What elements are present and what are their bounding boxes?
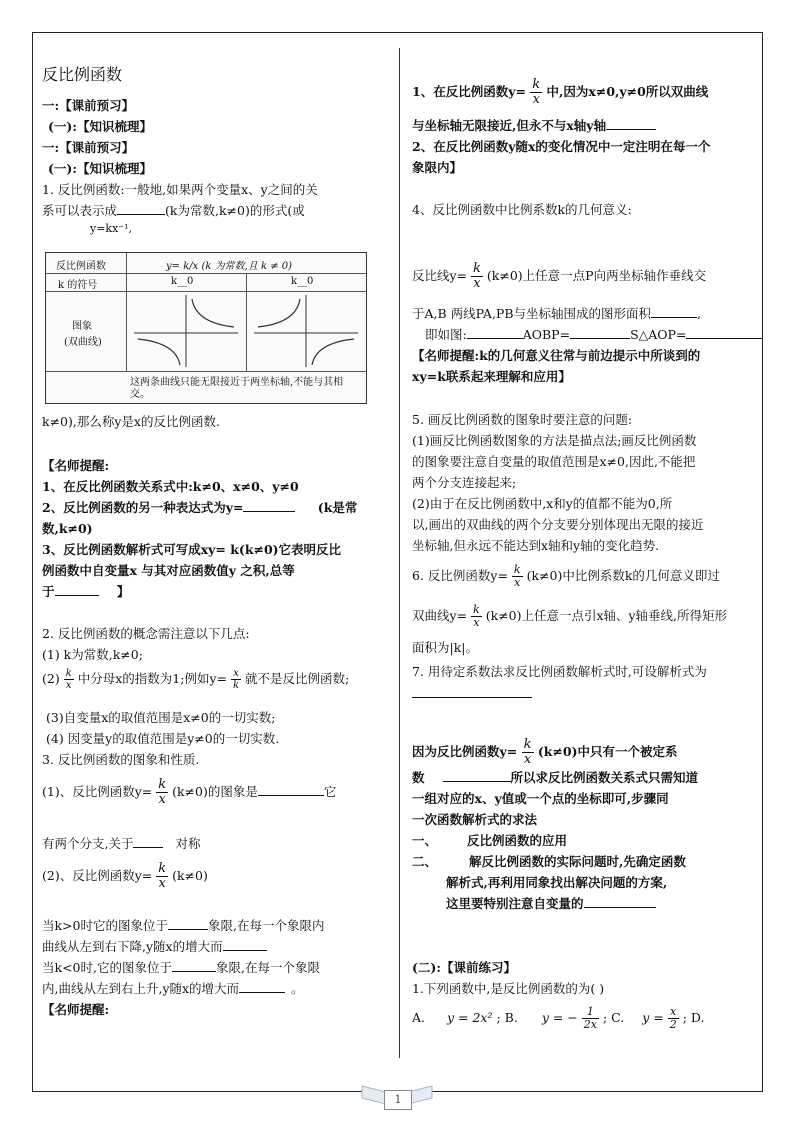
graph-heading: 3. 反比例函数的图象和性质. [42,752,200,767]
heading-preview-2: 一:【课前预习】 [42,140,135,155]
r-line-2: 与坐标轴无限接近,但永不与x轴y轴 [412,116,656,134]
concept-1: (1) k为常数,k≠0; [42,647,143,662]
k-meaning-2: 于A,B 两线PA,PB与坐标轴围成的图形面积 , [412,306,702,321]
undetermined-3: 数 所以求反比例函数关系式只需知道 [412,770,699,785]
draw-2b: 以,画出的双曲线的两个分支要分别体现出无限的接近 [412,517,704,532]
application-3: 解析式,再利用同象找出解决问题的方案, [446,875,668,890]
property-table: 反比例函数 y= k/x (k 为常数,且 k ≠ 0) k 的符号 k__0 k__0 图象 (双曲线) 这两条曲线只能无限接近于两坐标轴,不能与其相交。 [45,252,367,404]
k-geom-2: 双曲线y= $\frac{k}{x}$ (k≠0)上任意一点引x轴、y轴垂线,所得矩形 [412,603,728,629]
tip-3c: 于 】 [42,584,130,599]
tip-3: 3、反比例函数解析式可写成xy= k(k≠0)它表明反比 [42,542,342,557]
graph-q3: 当k>0时它的图象位于 象限,在每一个象限内 [42,918,325,933]
draw-heading: 5. 画反比例函数的图象时要注意的问题: [412,412,633,427]
application-4: 这里要特别注意自变量的 [446,894,656,912]
tip-title: 【名师提醒: [42,458,110,473]
undetermined-2: 因为反比例函数y= $\frac{k}{x}$ (k≠0)中只有一个被定系 [412,737,678,767]
draw-2a: (2)由于在反比例函数中,x和y的值都不能为0,所 [412,496,673,511]
graph-k-negative [250,293,362,369]
undetermined-4: 一组对应的x、y值或一个点的坐标即可,步骤同 [412,791,669,806]
def-line-1: 1. 反比例函数:一般地,如果两个变量x、y之间的关 [42,182,318,197]
heading-knowledge-2: (一):【知识梳理】 [48,161,152,176]
page-number: 1 [384,1090,412,1110]
doc-title: 反比例函数 [42,65,123,84]
column-divider [399,48,400,1058]
graph-q4: 当k<0时,它的图象位于 象限,在每一个象限 [42,960,320,975]
concept-2: (2) $\frac{k}{x}$ 中分母x的指数为1;例如y= $\frac{x}{k}$ 就不是反比例函数; [42,668,350,691]
heading-preview: 一:【课前预习】 [42,98,135,113]
def-line-3: y=kx⁻¹, [90,222,133,235]
def-conclusion: k≠0),那么称y是x的反比例函数. [42,414,220,429]
tip-1: 1、在反比例函数关系式中:k≠0、x≠0、y≠0 [42,479,299,494]
practice-q1: 1.下列函数中,是反比例函数的为( ) [412,981,605,996]
tip-title-2: 【名师提醒: [42,1002,110,1017]
application-2: 二、 解反比例函数的实际问题时,先确定函数 [412,854,686,869]
graph-q2: (2)、反比例函数y= $\frac{k}{x}$ (k≠0) [42,861,208,891]
undetermined-5: 一次函数解析式的求法 [412,812,538,827]
k-meaning-heading: 4、反比例函数中比例系数k的几何意义: [412,202,632,217]
tip-2b: 数,k≠0) [42,521,93,536]
r-line-4: 象限内】 [412,160,463,175]
concept-heading: 2. 反比例函数的概念需注意以下几点: [42,626,250,641]
graph-k-positive [130,293,242,369]
draw-2c: 坐标轴,但永远不能达到x轴和y轴的变化趋势. [412,538,660,553]
k-geom-3: 面积为|k|。 [412,640,478,655]
graph-q1: (1)、反比例函数y= $\frac{k}{x}$ (k≠0)的图象是 它 [42,777,337,807]
k-meaning-1: 反比线y= $\frac{k}{x}$ (k≠0)上任意一点P向两坐标轴作垂线交 [412,261,707,291]
heading-knowledge: (一):【知识梳理】 [48,119,152,134]
draw-1c: 两个分支连接起来; [412,475,517,490]
application-heading: 一、 反比例函数的应用 [412,833,568,848]
graph-q1b: 有两个分支,关于 对称 [42,836,201,851]
concept-4: (4) 因变量y的取值范围是y≠0的一切实数. [46,731,280,746]
k-tip-1: 【名师提醒:k的几何意义往常与前边提示中所谈到的 [412,348,701,363]
undetermined-blank [412,685,532,701]
graph-q3b: 曲线从左到右下降,y随x的增大而 [42,937,267,955]
def-line-2: 系可以表示成 (k为常数,k≠0)的形式(或 [42,203,305,218]
k-tip-2: xy=k联系起来理解和应用】 [412,369,571,384]
draw-1a: (1)画反比例函数图象的方法是描点法;画反比例函数 [412,433,697,448]
tip-3b: 例函数中自变量x 与其对应函数值y 之积,总等 [42,563,295,578]
practice-heading: (二):【课前练习】 [412,960,516,975]
undetermined-1: 7. 用待定系数法求反比例函数解析式时,可设解析式为 [412,664,707,679]
k-geom-1: 6. 反比例函数y= $\frac{k}{x}$ (k≠0)中比例系数k的几何意义即过 [412,563,720,589]
k-meaning-3: 即如图: AOBP= S△AOP= [425,325,762,343]
r-line-1: 1、在反比例函数y= $\frac{k}{x}$ 中,因为x≠0,y≠0所以双曲线 [412,77,709,107]
tip-2: 2、反比例函数的另一种表达式为y= (k是常 [42,500,358,515]
concept-3: (3)自变量x的取值范围是x≠0的一切实数; [46,710,276,725]
graph-q4b: 内,曲线从左到右上升,y随x的增大而 。 [42,981,304,996]
draw-1b: 的图象要注意自变量的取值范围是x≠0,因此,不能把 [412,454,696,469]
practice-options: A. y = 2x² ; B. y = − $\frac{1}{2x}$ ; C. y = $\frac{x}{2}$ ; D. [412,1005,705,1031]
r-line-3: 2、在反比例函数y随x的变化情况中一定注明在每一个 [412,139,711,154]
